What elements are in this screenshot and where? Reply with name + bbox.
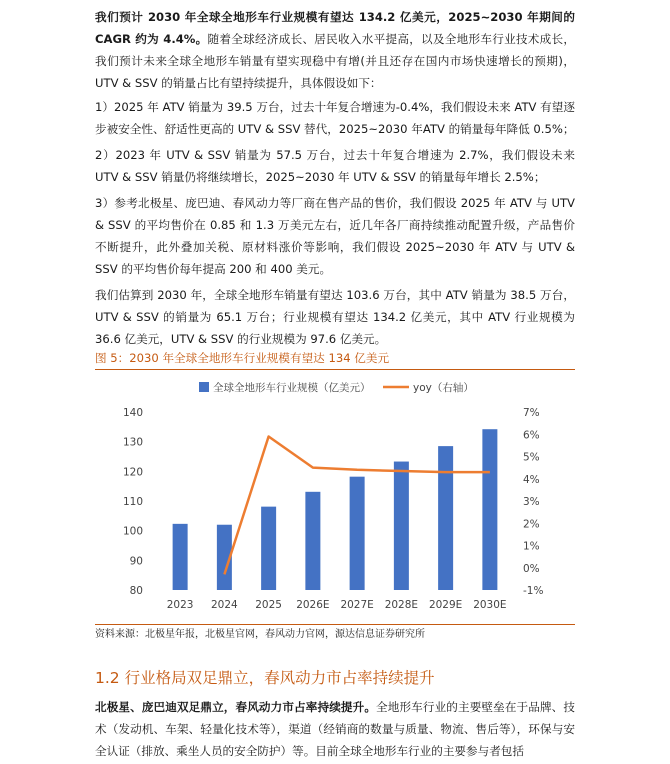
- x-tick-label: 2026E: [296, 599, 330, 611]
- y-tick-label: 140: [122, 407, 143, 419]
- y2-tick-label: 0%: [523, 562, 540, 575]
- assumption-1: 1）2025 年 ATV 销量为 39.5 万台，过去十年复合增速为-0.4%，我们假设未来 ATV 有望逐步被安全性、舒适性更高的 UTV & SSV 替代，2025~2030 年ATV 的销量每年降低 0.5%；: [95, 100, 575, 136]
- bar: [305, 492, 320, 590]
- bar: [482, 429, 497, 590]
- x-tick-label: 2024: [211, 599, 238, 611]
- x-tick-label: 2030E: [473, 599, 507, 611]
- y-tick-label: 100: [122, 525, 143, 538]
- x-tick-label: 2028E: [384, 599, 419, 611]
- x-tick-label: 2027E: [340, 599, 374, 611]
- bar: [438, 446, 453, 590]
- legend-bar-label: 全球全地形车行业规模（亿美元）: [213, 382, 371, 394]
- x-tick-label: 2023: [166, 599, 194, 611]
- x-tick-label: 2029E: [428, 599, 463, 611]
- figure-top-rule: [95, 369, 575, 370]
- legend-bar-swatch: [199, 382, 209, 392]
- y2-tick-label: 7%: [523, 407, 540, 419]
- y-tick-label: 130: [122, 436, 143, 449]
- y2-tick-label: 2%: [523, 518, 540, 531]
- y2-tick-label: 6%: [523, 429, 540, 442]
- market-size-chart: [95, 371, 575, 623]
- y2-tick-label: 1%: [523, 540, 540, 553]
- bar: [394, 462, 409, 590]
- intro-text: 随着全球经济成长、居民收入水平提高，以及全地形车行业技术成长，我们预计未来全球全地形车销量有望实现稳中有增(并且还存在国内市场快速增长的预期)，UTV & SSV 的销量占比有望持续提升，具体假设如下：: [95, 32, 575, 90]
- bar: [350, 477, 365, 590]
- y-tick-label: 80: [129, 585, 143, 597]
- figure-source: 资料来源：北极星年报，北极星官网，春风动力官网，源达信息证券研究所: [95, 629, 425, 640]
- bar: [173, 524, 188, 590]
- intro-paragraph: [95, 6, 575, 94]
- estimate-paragraph: 我们估算到 2030 年，全球全地形车销量有望达 103.6 万台，其中 ATV 销量为 38.5 万台，UTV & SSV 的销量为 65.1 万台；行业规模有望达 134.2 亿美元，其中 ATV 行业规模为 36.6 亿美元，UTV & SSV 的行业规模为 97.6 亿美元。: [95, 288, 575, 346]
- y2-tick-label: 3%: [523, 496, 540, 508]
- y2-tick-label: -1%: [523, 585, 544, 597]
- intro-bold: 我们预计 2030 年全球全地形车行业规模有望达 134.2 亿美元，2025~2030 年期间的 CAGR 约为 4.4%。: [95, 10, 575, 46]
- section-bold: 北极星、庞巴迪双足鼎立，春风动力市占率持续提升。: [95, 700, 377, 714]
- figure-bottom-rule: [95, 624, 575, 625]
- figure-caption: 图 5：2030 年全球全地形车行业规模有望达 134 亿美元: [95, 351, 390, 365]
- legend-line-label: yoy（右轴）: [413, 382, 474, 394]
- y2-tick-label: 5%: [523, 451, 540, 464]
- section-paragraph: [95, 696, 575, 762]
- y-tick-label: 120: [122, 466, 143, 479]
- x-tick-label: 2025: [255, 599, 282, 611]
- bar: [261, 507, 276, 590]
- section-heading: 1.2 行业格局双足鼎立，春风动力市占率持续提升: [95, 669, 435, 687]
- assumption-3: 3）参考北极星、庞巴迪、春风动力等厂商在售产品的售价，我们假设 2025 年 ATV 与 UTV & SSV 的平均售价在 0.85 和 1.3 万美元左右，近几年各厂商持续推动配置升级，产品售价不断提升，此外叠加关税、原材料涨价等影响，我们假设 2025~2030 年 ATV 与 UTV & SSV 的平均售价每年提高 200 和 400 美元。: [95, 196, 575, 276]
- y2-tick-label: 4%: [523, 473, 540, 486]
- y-tick-label: 90: [129, 555, 143, 568]
- assumption-2: 2）2023 年 UTV & SSV 销量为 57.5 万台，过去十年复合增速为 2.7%，我们假设未来 UTV & SSV 销量仍将继续增长，2025~2030 年 UTV & SSV 的销量每年增长 2.5%；: [95, 148, 575, 184]
- section-text: 全地形车行业的主要壁垒在于品牌、技术（发动机、车架、轻量化技术等），渠道（经销商的数量与质量、物流、售后等），环保与安全认证（排放、乘坐人员的安全防护）等。目前全球全地形车行业的主要参与者包括: [95, 700, 575, 758]
- y-tick-label: 110: [122, 496, 143, 508]
